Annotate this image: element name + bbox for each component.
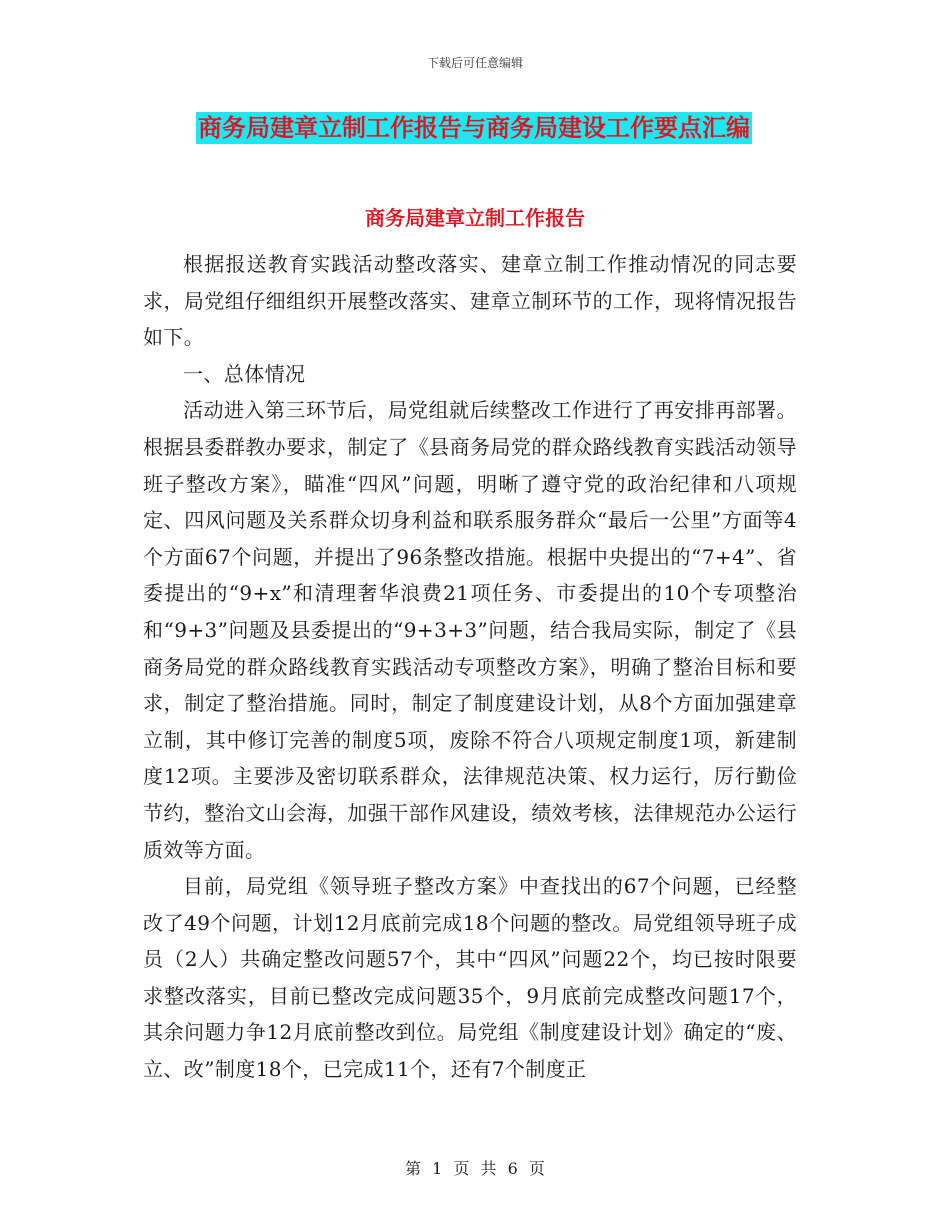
paragraph: 根据报送教育实践活动整改落实、建章立制工作推动情况的同志要求，局党组仔细组织开展整改落实、建章立制环节的工作，现将情况报告如下。	[143, 252, 797, 350]
header-note: 下载后可任意编辑	[426, 56, 523, 70]
document-title: 商务局建章立制工作报告与商务局建设工作要点汇编	[198, 114, 750, 142]
section-heading: 一、总体情况	[183, 361, 306, 386]
page-footer: 第 1 页 共 6 页	[405, 1159, 545, 1178]
body-text	[143, 246, 797, 1088]
paragraph: 活动进入第三环节后，局党组就后续整改工作进行了再安排再部署。根据县委群教办要求，制定了《县商务局党的群众路线教育实践活动领导班子整改方案》，瞄准“四风”问题，明晰了遵守党的政治纪律和八项规定、四风问题及关系群众切身利益和联系服务群众“最后一公里”方面等4个方面67个问题，并提出了96条整改措施。根据中央提出的“7+4”、省委提出的“9+x”和清理奢华浪费21项任务、市委提出的10个专项整治和“9+3”问题及县委提出的“9+3+3”问题，结合我局实际，制定了《县商务局党的群众路线教育实践活动专项整改方案》，明确了整治目标和要求，制定了整治措施。同时，制定了制度建设计划，从8个方面加强建章立制，其中修订完善的制度5项，废除不符合八项规定制度1项，新建制度12项。主要涉及密切联系群众，法律规范决策、权力运行，厉行勤俭节约，整治文山会海，加强干部作风建设，绩效考核，法律规范办公运行质效等方面。	[143, 398, 797, 862]
section-title: 商务局建章立制工作报告	[365, 206, 585, 230]
paragraph: 目前，局党组《领导班子整改方案》中查找出的67个问题，已经整改了49个问题，计划12月底前完成18个问题的整改。局党组领导班子成员（2人）共确定整改问题57个，其中“四风”问题22个，均已按时限要求整改落实，目前已整改完成问题35个，9月底前完成整改问题17个，其余问题力争12月底前整改到位。局党组《制度建设计划》确定的“废、立、改”制度18个，已完成11个，还有7个制度正	[143, 874, 797, 1082]
